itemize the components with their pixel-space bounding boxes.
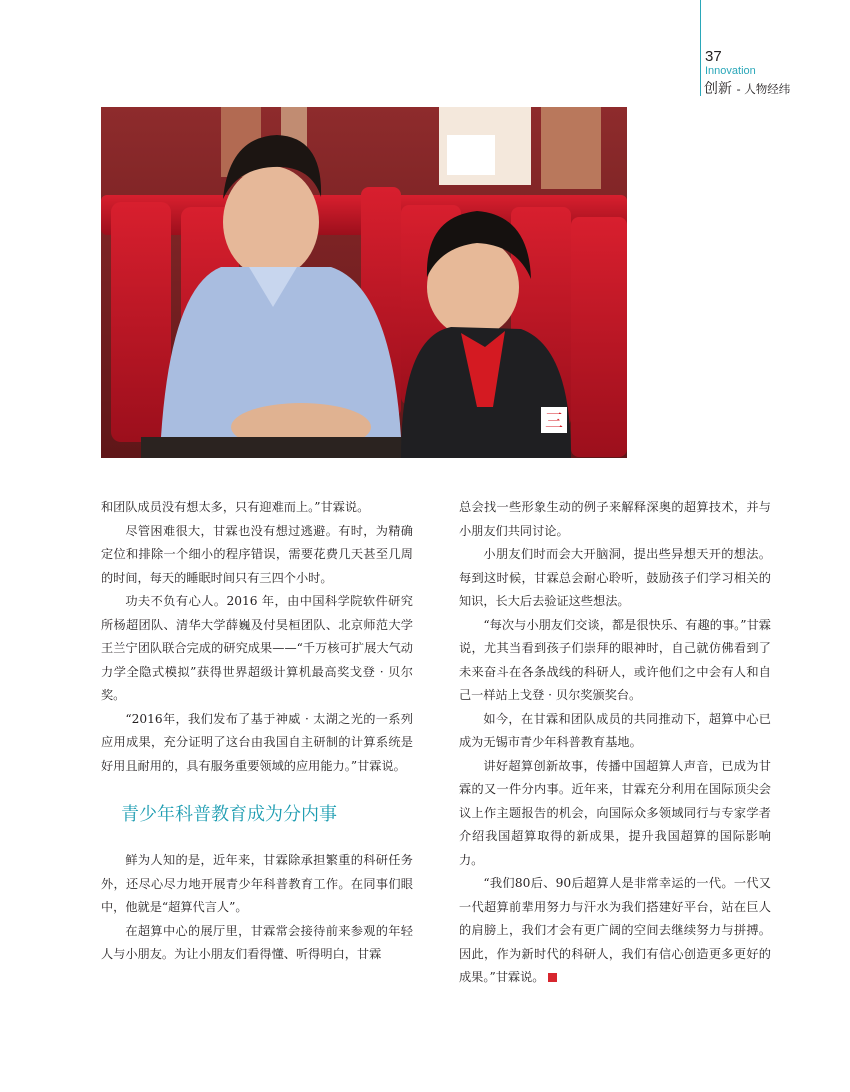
- paragraph-final: [459, 872, 771, 990]
- paragraph: 如今，在甘霖和团队成员的共同推动下，超算中心已成为无锡市青少年科普教育基地。: [459, 711, 771, 749]
- paragraph: 和团队成员没有想太多，只有迎难而上。”甘霖说。: [101, 500, 370, 514]
- sleeve-badge: 三: [545, 411, 563, 432]
- article-photo: [101, 107, 627, 458]
- paragraph: 小朋友们时而会大开脑洞，提出些异想天开的想法。每到这时候，甘霖总会耐心聆听，鼓励孩子们学习相关的知识，长大后去验证这些想法。: [459, 547, 771, 608]
- article-column-left: [101, 496, 413, 967]
- section-title: 创新: [704, 81, 732, 97]
- article-column-right: [459, 496, 771, 990]
- paragraph: 讲好超算创新故事，传播中国超算人声音，已成为甘霖的又一件分内事。近年来，甘霖充分利用在国际顶尖会议上作主题报告的机会，向国际众多领域同行与专家学者介绍我国超算取得的新成果，提升我国超算的国际影响力。: [459, 758, 771, 867]
- paragraph: 鲜为人知的是，近年来，甘霖除承担繁重的科研任务外，还尽心尽力地开展青少年科普教育工作。在同事们眼中，他就是“超算代言人”。: [101, 853, 413, 914]
- section-label-zh: [704, 78, 790, 98]
- section-subtitle: - 人物经纬: [736, 82, 791, 96]
- header-divider: [700, 0, 701, 96]
- paragraph: 功夫不负有心人。2016 年，由中国科学院软件研究所杨超团队、清华大学薛巍及付昊桓团队、北京师范大学王兰宁团队联合完成的研究成果——“千万核可扩展大气动力学全隐式模拟”获得世界超级计算机最高奖戈登 · 贝尔奖。: [101, 594, 413, 702]
- page-number: 37: [705, 48, 722, 65]
- section-heading: 青少年科普教育成为分内事: [121, 804, 337, 825]
- paragraph: “每次与小朋友们交谈，都是很快乐、有趣的事。”甘霖说，尤其当看到孩子们崇拜的眼神时，自己就仿佛看到了未来奋斗在各条战线的科研人，或许他们之中会有人和自己一样站上戈登 · 贝尔奖颁奖台。: [459, 617, 771, 702]
- photo-illustration: [101, 107, 627, 458]
- paragraph: 在超算中心的展厅里，甘霖常会接待前来参观的年轻人与小朋友。为让小朋友们看得懂、听得明白，甘霖: [101, 923, 413, 961]
- end-mark-icon: [548, 973, 557, 982]
- paragraph: “2016年，我们发布了基于神威 · 太湖之光的一系列应用成果，充分证明了这台由我国自主研制的计算系统是好用且耐用的，具有服务重要领域的应用能力。”甘霖说。: [101, 711, 413, 773]
- section-label-en: Innovation: [705, 65, 756, 77]
- paragraph: 尽管困难很大，甘霖也没有想过逃避。有时，为精确定位和排除一个细小的程序错误，需要花费几天甚至几周的时间，每天的睡眠时间只有三四个小时。: [101, 523, 413, 585]
- paragraph-text: “我们80后、90后超算人是非常幸运的一代。一代又一代超算前辈用努力与汗水为我们搭建好平台，站在巨人的肩膀上，我们才会有更广阔的空间去继续努力与拼搏。因此，作为新时代的科研人，我们有信心创造更多更好的成果。”甘霖说。: [459, 876, 771, 984]
- paragraph: 总会找一些形象生动的例子来解释深奥的超算技术，并与小朋友们共同讨论。: [459, 500, 771, 538]
